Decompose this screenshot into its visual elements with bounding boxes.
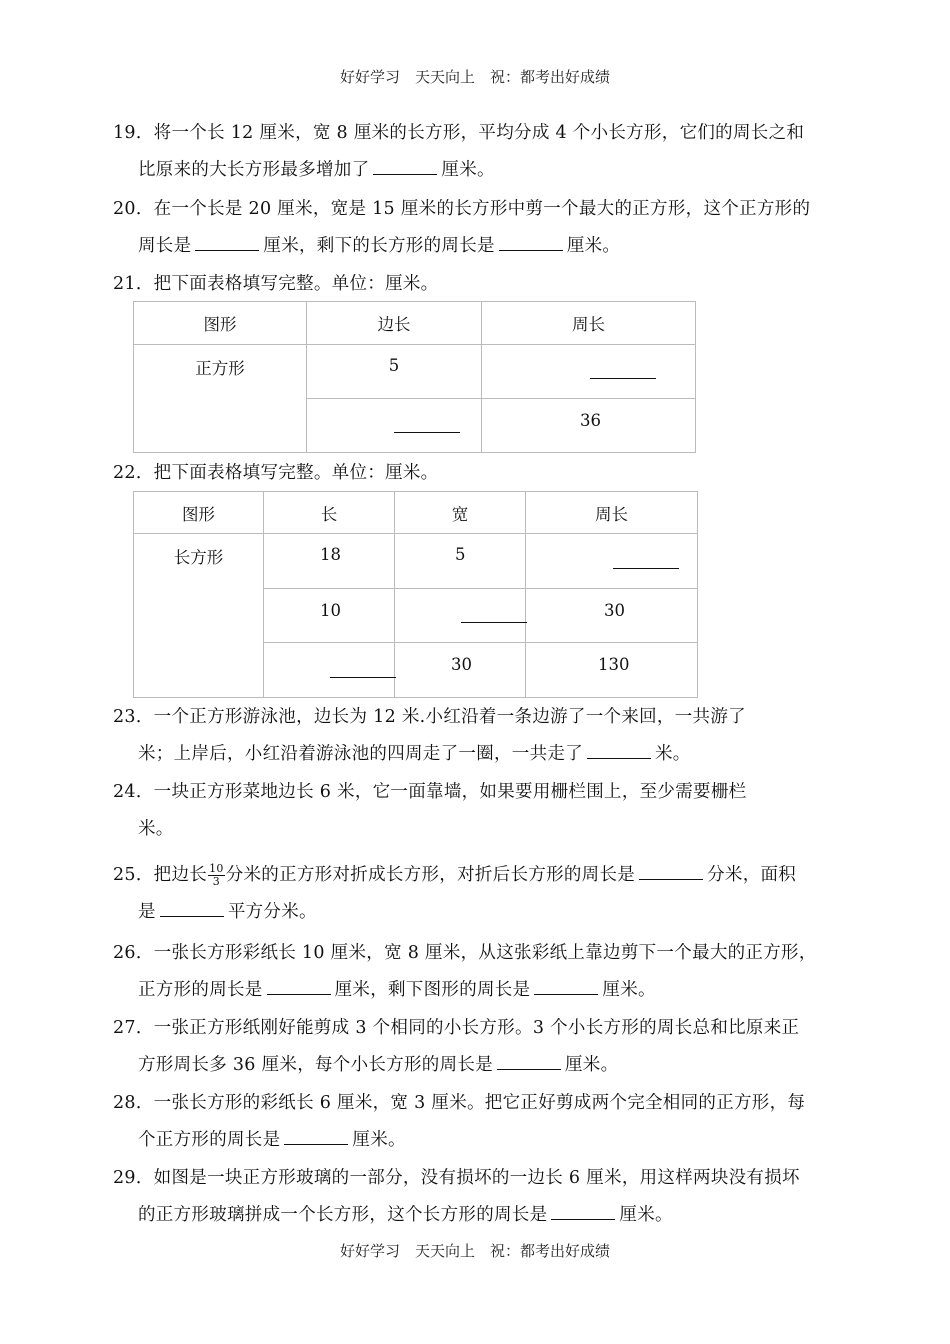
- table-cell: [526, 589, 698, 643]
- table-header-cell: 图形: [134, 302, 307, 345]
- page-footer: 好好学习 天天向上 祝：都考出好成绩: [339, 1242, 610, 1260]
- question-number: 25．: [113, 865, 154, 885]
- table-cell-blank[interactable]: [307, 399, 482, 453]
- question-25: [113, 855, 843, 932]
- table-cell-blank[interactable]: [395, 589, 526, 643]
- question-number: 28．: [113, 1093, 154, 1113]
- question-text: 厘米。: [441, 160, 495, 180]
- fraction-numerator: 10: [209, 862, 224, 875]
- question-text: 厘米。: [566, 236, 621, 256]
- question-text: 分米的正方形对折成长方形，对折后长方形的周长是: [225, 865, 636, 885]
- question-number: 23．: [113, 707, 154, 727]
- answer-blank[interactable]: [373, 156, 437, 175]
- page-header: 好好学习 天天向上 祝：都考出好成绩: [339, 68, 610, 86]
- table-cell: [482, 399, 696, 453]
- table-cell: [264, 589, 395, 643]
- answer-blank[interactable]: [551, 1201, 615, 1220]
- answer-blank[interactable]: [499, 232, 563, 251]
- question-number: 29．: [113, 1168, 154, 1188]
- answer-blank[interactable]: [330, 676, 396, 678]
- question-text: 的正方形玻璃拼成一个长方形，这个长方形的周长是: [138, 1205, 548, 1225]
- question-28: [113, 1085, 843, 1159]
- question-number: 19．: [113, 123, 154, 143]
- question-text: 一张长方形彩纸长 10 厘米，宽 8 厘米，从这张彩纸上靠边剪下一个最大的正方形，: [153, 943, 817, 963]
- table-header-cell: 图形: [134, 492, 264, 534]
- cell-value: 30: [451, 655, 472, 674]
- answer-blank[interactable]: [195, 232, 259, 251]
- question-text: 米。: [138, 819, 174, 839]
- question-text: 厘米。: [619, 1205, 673, 1225]
- answer-blank[interactable]: [590, 377, 656, 379]
- table-header-cell: 宽: [395, 492, 526, 534]
- question-text: 是: [138, 902, 156, 922]
- question-29: [113, 1160, 843, 1234]
- table-cell: [307, 345, 482, 399]
- cell-value: 5: [455, 545, 466, 564]
- question-text: 把边长: [153, 865, 208, 885]
- table-21: [133, 301, 696, 453]
- answer-blank[interactable]: [394, 431, 460, 433]
- table-shape-cell: 正方形: [134, 345, 307, 453]
- fraction: [208, 863, 225, 888]
- table-cell: [264, 534, 395, 589]
- question-text: 厘米，剩下图形的周长是: [334, 980, 531, 1000]
- table-cell-blank[interactable]: [482, 345, 696, 399]
- question-text: 个正方形的周长是: [138, 1130, 281, 1150]
- question-26: [113, 935, 858, 1009]
- question-text: 周长是: [138, 236, 192, 256]
- question-22: [113, 455, 843, 492]
- answer-blank[interactable]: [267, 976, 331, 995]
- question-text: 平方分米。: [227, 902, 317, 922]
- answer-blank[interactable]: [284, 1126, 348, 1145]
- question-number: 24．: [113, 782, 154, 802]
- fraction-denominator: 3: [212, 875, 221, 888]
- question-21: [113, 266, 843, 303]
- question-text: 将一个长 12 厘米，宽 8 厘米的长方形，平均分成 4 个小长方形，它们的周长之和: [153, 123, 805, 143]
- answer-blank[interactable]: [160, 898, 224, 917]
- table-shape-cell: 长方形: [134, 534, 264, 698]
- table-cell: [395, 643, 526, 698]
- cell-value: 5: [388, 356, 400, 375]
- table-header-cell: 周长: [526, 492, 698, 534]
- question-number: 20．: [113, 199, 154, 219]
- question-text: 一张长方形的彩纸长 6 厘米，宽 3 厘米。把它正好剪成两个完全相同的正方形，每: [153, 1093, 806, 1113]
- question-text: 比原来的大长方形最多增加了: [138, 160, 370, 180]
- question-text: 厘米。: [602, 980, 656, 1000]
- table-header-cell: 周长: [482, 302, 696, 345]
- question-text: 一张正方形纸刚好能剪成 3 个相同的小长方形。3 个小长方形的周长总和比原来正: [153, 1018, 800, 1038]
- question-number: 21．: [113, 274, 154, 294]
- table-cell: [395, 534, 526, 589]
- answer-blank[interactable]: [587, 740, 651, 759]
- cell-value: 18: [320, 545, 341, 564]
- question-text: 正方形的周长是: [138, 980, 263, 1000]
- question-number: 26．: [113, 943, 154, 963]
- question-text: 在一个长是 20 厘米，宽是 15 厘米的长方形中剪一个最大的正方形，这个正方形的: [153, 199, 811, 219]
- question-text: 分米，面积: [707, 865, 797, 885]
- cell-value: 30: [604, 601, 625, 620]
- answer-blank[interactable]: [639, 861, 703, 880]
- answer-blank[interactable]: [534, 976, 598, 995]
- question-text: 方形周长多 36 厘米，每个小长方形的周长是: [138, 1055, 493, 1075]
- question-19: [113, 115, 843, 189]
- table-header-cell: 长: [264, 492, 395, 534]
- question-text: 厘米。: [565, 1055, 619, 1075]
- question-20: [113, 191, 843, 265]
- question-number: 27．: [113, 1018, 154, 1038]
- cell-value: 10: [320, 601, 341, 620]
- table-header-cell: 边长: [307, 302, 482, 345]
- question-text: 把下面表格填写完整。单位：厘米。: [153, 274, 439, 294]
- answer-blank[interactable]: [461, 621, 527, 623]
- question-text: 一个正方形游泳池，边长为 12 米.小红沿着一条边游了一个来回，一共游了: [153, 707, 746, 727]
- question-text: 米；上岸后，小红沿着游泳池的四周走了一圈，一共走了: [138, 744, 583, 764]
- question-number: 22．: [113, 463, 154, 483]
- question-text: 一块正方形菜地边长 6 米，它一面靠墙，如果要用栅栏围上，至少需要栅栏: [153, 782, 747, 802]
- question-text: 如图是一块正方形玻璃的一部分，没有损坏的一边长 6 厘米，用这样两块没有损坏: [153, 1168, 800, 1188]
- table-cell-blank[interactable]: [526, 534, 698, 589]
- question-text: 米。: [655, 744, 691, 764]
- cell-value: 130: [598, 655, 630, 674]
- question-text: 把下面表格填写完整。单位：厘米。: [153, 463, 439, 483]
- answer-blank[interactable]: [613, 567, 679, 569]
- question-text: 厘米。: [352, 1130, 406, 1150]
- cell-value: 36: [580, 411, 601, 430]
- question-text: 厘米，剩下的长方形的周长是: [263, 236, 495, 256]
- table-cell: [526, 643, 698, 698]
- answer-blank[interactable]: [497, 1051, 561, 1070]
- table-cell-blank[interactable]: [264, 643, 395, 698]
- question-23: [113, 699, 843, 773]
- table-22: [133, 491, 698, 698]
- question-27: [113, 1010, 843, 1084]
- question-24: [113, 774, 843, 848]
